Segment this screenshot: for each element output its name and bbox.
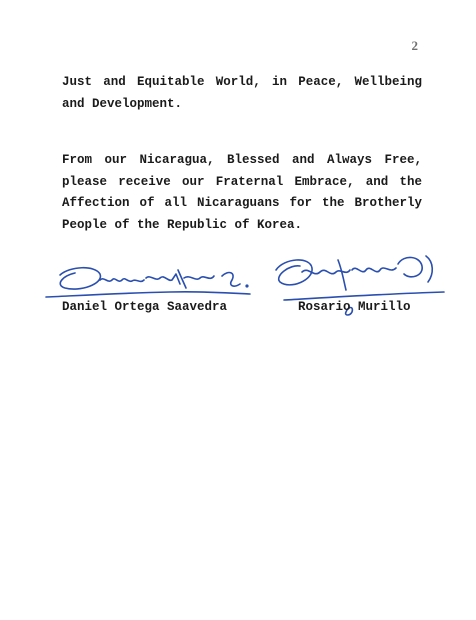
text-line: Affection of all Nicaraguans for the Brotherly <box>62 196 422 210</box>
text-line: People of the Republic of Korea. <box>62 217 303 232</box>
text-line: please receive our Fraternal Embrace, and the <box>62 174 422 189</box>
text-line: and Development. <box>62 96 183 111</box>
signatory-name-ortega: Daniel Ortega Saavedra <box>62 300 228 314</box>
signatory-name-murillo: Rosario Murillo <box>298 300 411 314</box>
letter-paragraph-2 <box>62 150 422 236</box>
signature-ortega <box>46 268 250 297</box>
letter-paragraph-1 <box>62 72 422 115</box>
text-line: Just and Equitable World, in Peace, Wellbeing <box>62 75 422 89</box>
text-line: From our Nicaragua, Blessed and Always Free, <box>62 153 422 167</box>
page-number: 2 <box>411 38 418 53</box>
